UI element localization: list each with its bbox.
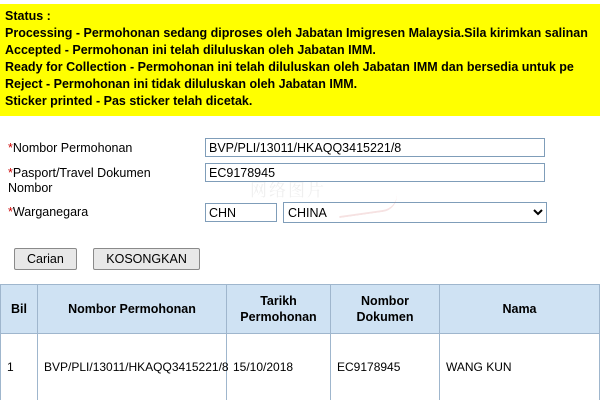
results-table: [0, 284, 600, 400]
header-nombor-permohonan: Nombor Permohonan: [38, 285, 227, 334]
form-row-nationality: [0, 202, 600, 223]
status-line-reject: Reject - Permohonan ini tidak diluluskan oleh Jabatan IMM.: [5, 77, 358, 91]
required-mark: *: [8, 205, 13, 219]
reset-button[interactable]: KOSONGKAN: [93, 248, 200, 270]
watermark-text: 网络图片: [250, 181, 326, 200]
cell-bil: 1: [1, 334, 38, 400]
header-nama: Nama: [440, 285, 600, 334]
header-dokumen-line1: Nombor: [361, 294, 409, 308]
cell-nama: WANG KUN: [440, 334, 600, 400]
status-line-sticker: Sticker printed - Pas sticker telah dicetak.: [5, 94, 253, 108]
application-number-field-cell: [205, 138, 600, 157]
status-line-ready: Ready for Collection - Permohonan ini telah diluluskan oleh Jabatan IMM dan bersedia untuk pe: [5, 60, 574, 74]
status-line-processing: Processing - Permohonan sedang diproses oleh Jabatan Imigresen Malaysia.Sila kirimkan salinan: [5, 26, 588, 40]
cell-nombor-dokumen: EC9178945: [331, 334, 440, 400]
nationality-label: [0, 202, 205, 220]
passport-field-cell: [205, 163, 600, 182]
results-header-row: [1, 285, 600, 334]
cell-nombor-permohonan: BVP/PLI/13011/HKAQQ3415221/8: [38, 334, 227, 400]
passport-label: [0, 163, 205, 196]
passport-number-input[interactable]: [205, 163, 545, 182]
nationality-select[interactable]: [283, 202, 547, 223]
status-heading: Status :: [5, 9, 51, 23]
header-bil: Bil: [1, 285, 38, 334]
application-number-label-text: Nombor Permohonan: [12, 141, 133, 155]
header-tarikh-line2: Permohonan: [240, 310, 317, 324]
status-line-accepted: Accepted - Permohonan ini telah diluluskan oleh Jabatan IMM.: [5, 43, 376, 57]
status-banner: [0, 4, 600, 116]
search-form: [0, 138, 600, 229]
form-row-application-number: [0, 138, 600, 157]
header-tarikh-permohonan: [227, 285, 331, 334]
application-number-label: [0, 138, 205, 156]
nationality-code-input[interactable]: [205, 203, 277, 222]
cell-tarikh-permohonan: 15/10/2018: [227, 334, 331, 400]
nationality-label-text: Warganegara: [12, 205, 89, 219]
table-row[interactable]: [1, 334, 600, 400]
header-tarikh-line1: Tarikh: [260, 294, 297, 308]
header-dokumen-line2: Dokumen: [356, 310, 414, 324]
nationality-field-cell: [205, 202, 600, 223]
form-row-passport: [0, 163, 600, 196]
results-table-body: [1, 334, 600, 400]
form-button-bar: [0, 248, 212, 270]
application-number-input[interactable]: [205, 138, 545, 157]
required-mark: *: [8, 141, 13, 155]
header-nombor-dokumen: [331, 285, 440, 334]
passport-label-line2: Nombor: [8, 181, 53, 195]
passport-label-line1: Pasport/Travel Dokumen: [12, 166, 151, 180]
required-mark: *: [8, 166, 13, 180]
results-table-head: [1, 285, 600, 334]
search-button[interactable]: Carian: [14, 248, 77, 270]
